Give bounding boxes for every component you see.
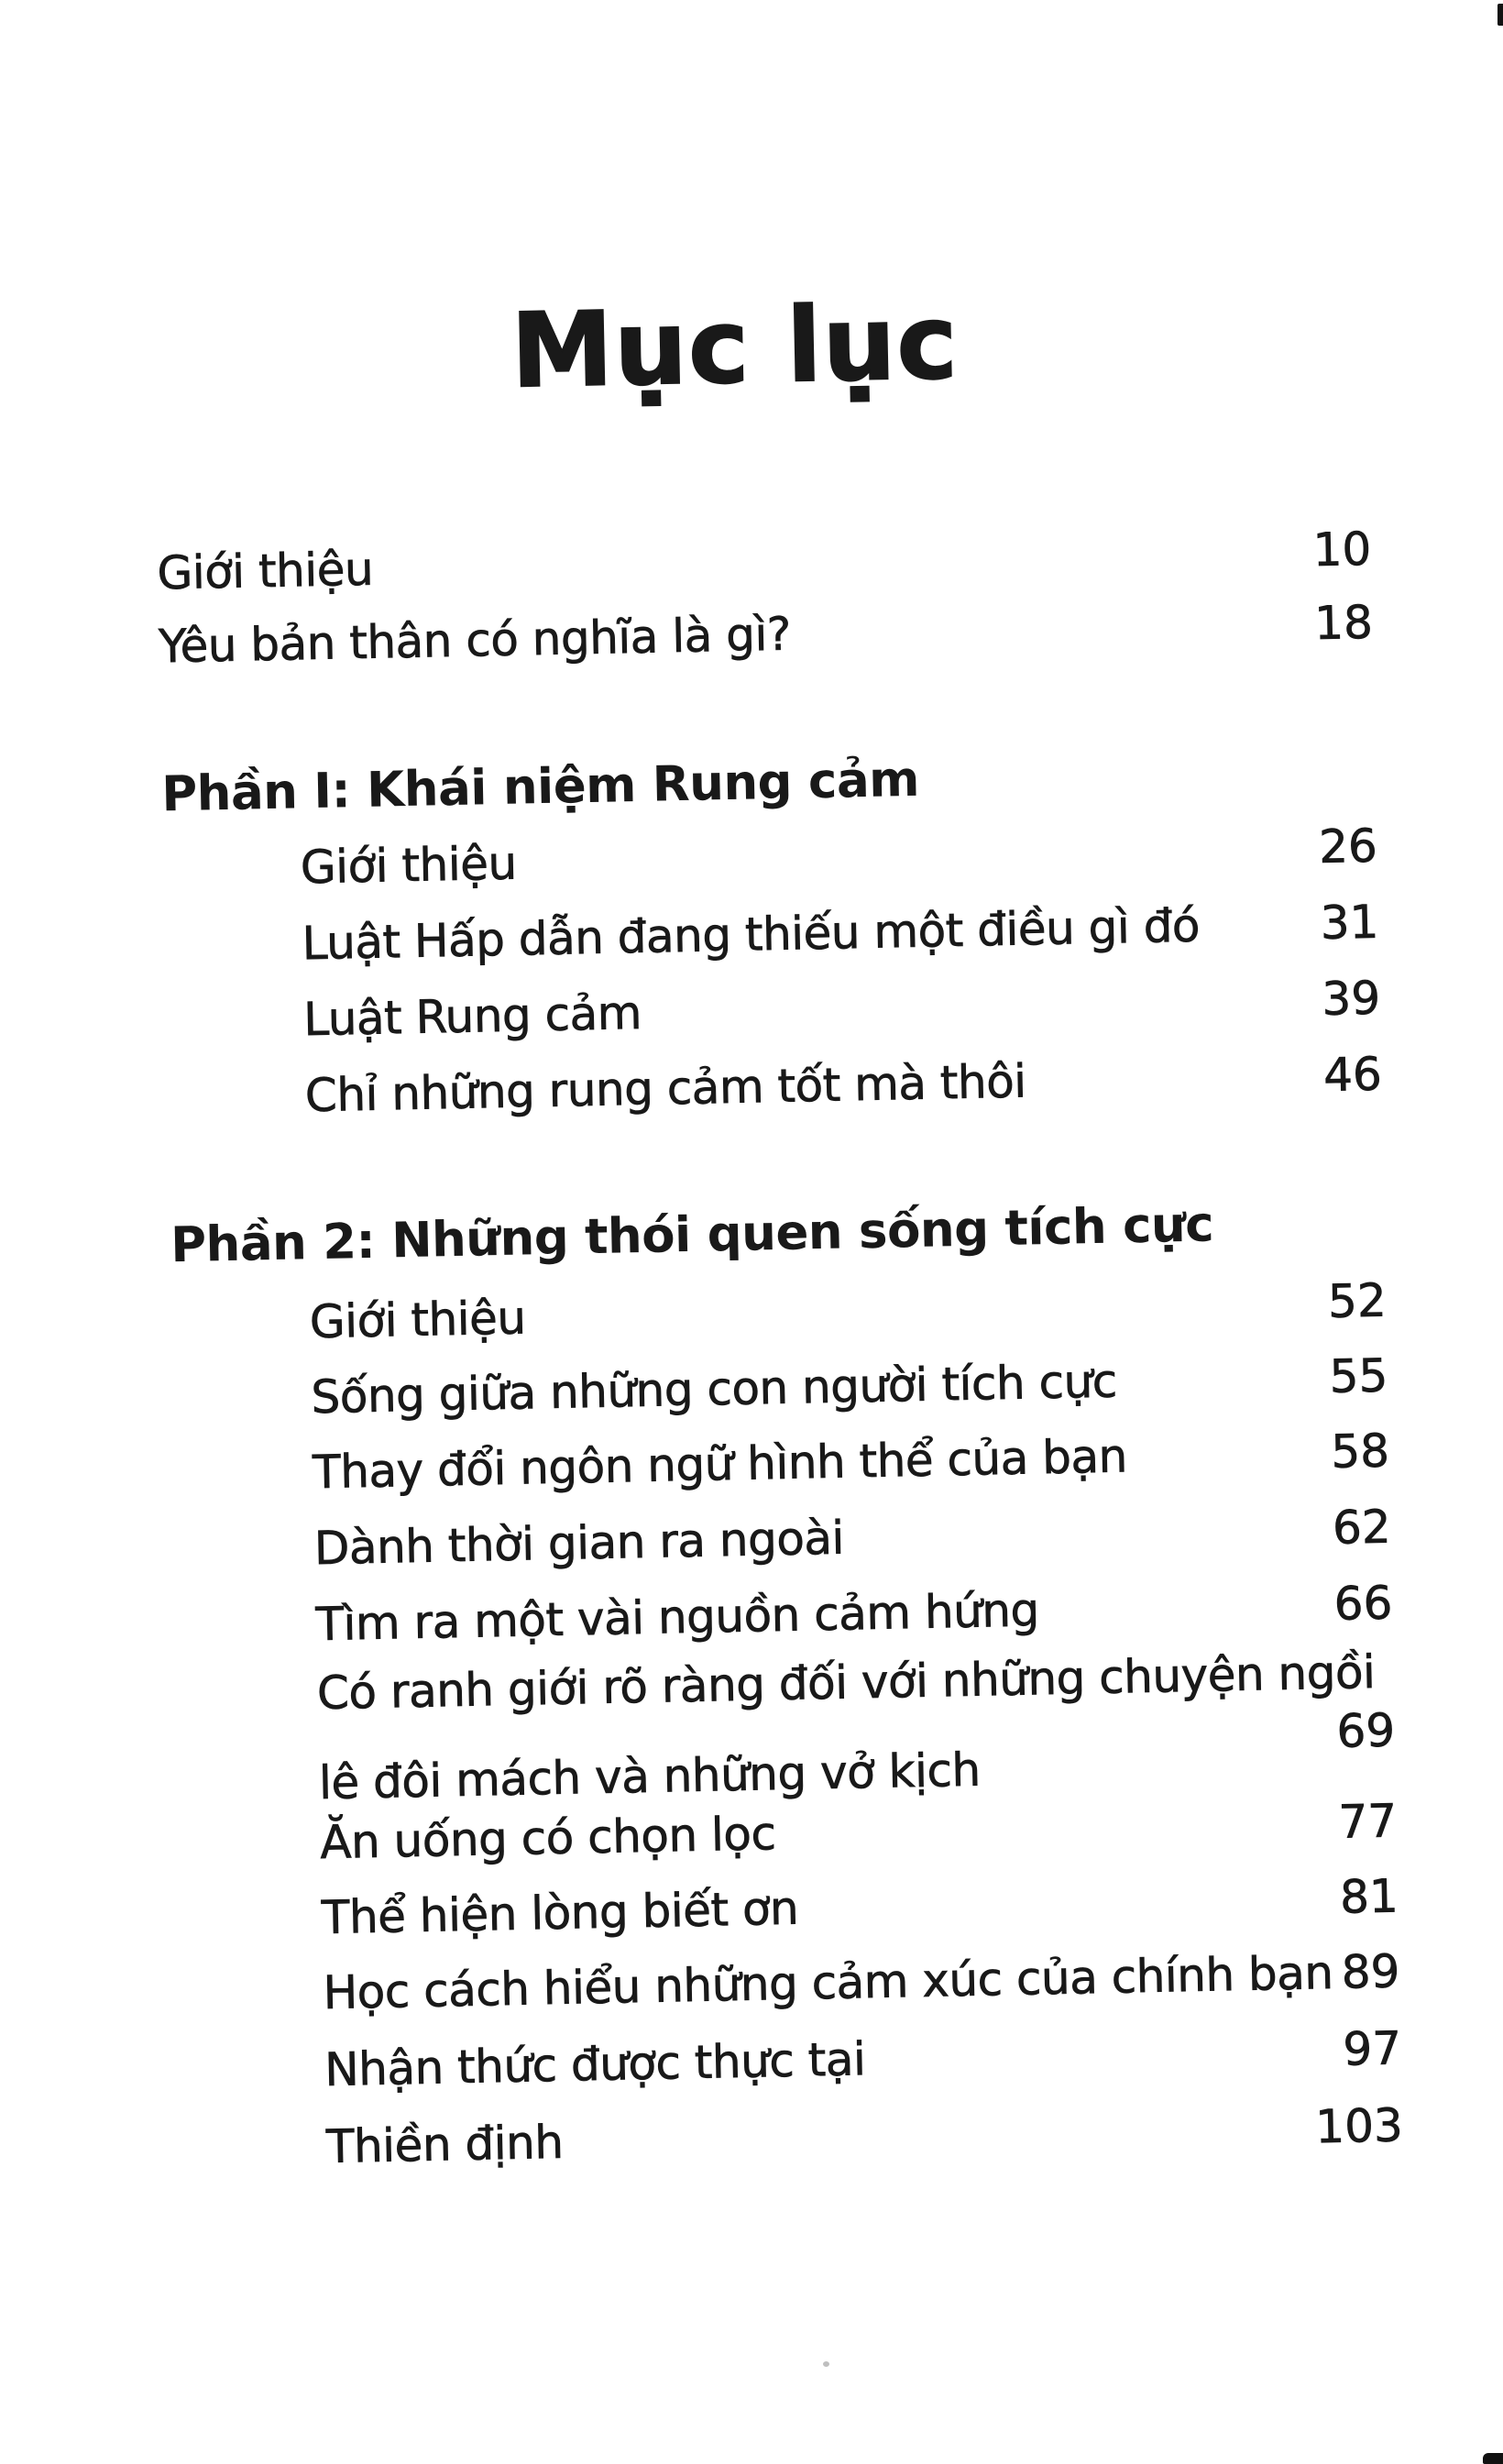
toc-entry [321, 1868, 1399, 1947]
toc-entry-page: 66 [1333, 1576, 1393, 1631]
toc-entry-page: 62 [1332, 1500, 1392, 1555]
toc-entry [313, 1499, 1391, 1578]
scan-artifact-bottom-right [1483, 2453, 1503, 2464]
toc-entry-page: 97 [1342, 2021, 1402, 2076]
toc-entry-page: 81 [1339, 1869, 1399, 1924]
toc-entry-page: 58 [1330, 1424, 1390, 1479]
toc-entry-label: Có ranh giới rõ ràng đối với những chuyện ngồi lê đôi mách và những vở kịch [316, 1644, 1376, 1810]
toc-entry-label: Thiền định [325, 2115, 565, 2174]
toc-entry-page: 52 [1327, 1273, 1388, 1328]
toc-entry-page: 39 [1321, 971, 1381, 1027]
toc-entry [309, 1272, 1387, 1351]
toc-entry-label: Ăn uống có chọn lọc [319, 1807, 777, 1870]
toc-entry-label: Giới thiệu [156, 542, 374, 600]
toc-entry [304, 1046, 1382, 1125]
toc-entry-page: 89 [1341, 1944, 1400, 1999]
toc-entry [325, 2096, 1403, 2175]
toc-entry-label: Giới thiệu [309, 1291, 527, 1349]
toc-entry [311, 1348, 1388, 1426]
toc-entry-page: 31 [1320, 895, 1379, 951]
toc-entry-page: 77 [1337, 1794, 1398, 1849]
toc-entry-page: 103 [1314, 2098, 1404, 2154]
scan-artifact-dot [823, 2361, 829, 2367]
toc-entry-page: 46 [1322, 1047, 1383, 1102]
toc-entry-label: Thể hiện lòng biết ơn [321, 1881, 799, 1945]
scan-artifact-top-right [1498, 4, 1503, 26]
toc-entry-label: Nhận thức được thực tại [324, 2032, 866, 2097]
toc-entry-label: Dành thời gian ra ngoài [313, 1511, 845, 1576]
toc-entry [303, 970, 1381, 1049]
toc-entry-label: Tìm ra một vài nguồn cảm hứng [314, 1583, 1040, 1652]
toc-entry [300, 818, 1377, 896]
toc-entry-page: 10 [1312, 522, 1372, 578]
toc-entry [157, 521, 1372, 602]
toc-entry-label: Yêu bản thân có nghĩa là gì? [158, 607, 792, 674]
toc-entry-page: 55 [1329, 1348, 1388, 1403]
toc-entry [158, 594, 1373, 676]
toc-entry-page: 69 [1335, 1703, 1396, 1758]
toc-entry-label: Luật Rung cảm [302, 985, 642, 1047]
section-heading-part2: Phần 2: Những thói quen sống tích cực [170, 1196, 1214, 1274]
toc-entry-page: 26 [1318, 819, 1378, 874]
toc-entry [323, 1943, 1400, 2022]
toc-entry-label: Học cách hiểu những cảm xúc của chính bạn [323, 1945, 1334, 2020]
section-heading-part1: Phần I: Khái niệm Rung cảm [160, 751, 920, 823]
toc-entry [324, 2020, 1402, 2099]
toc-entry-page: 18 [1313, 595, 1374, 651]
toc-entry-label: Thay đổi ngôn ngữ hình thể của bạn [312, 1429, 1128, 1500]
toc-entry-label: Chỉ những rung cảm tốt mà thôi [304, 1054, 1027, 1123]
toc-entry-label: Giới thiệu [300, 836, 518, 895]
toc-entry [302, 894, 1379, 973]
toc-entry [313, 1423, 1390, 1502]
page-title: Mục lục [510, 282, 960, 412]
toc-entry-label: Luật Hấp dẫn đang thiếu một điều gì đó [302, 898, 1201, 971]
toc-entry-label: Sống giữa những con người tích cực [310, 1354, 1118, 1424]
